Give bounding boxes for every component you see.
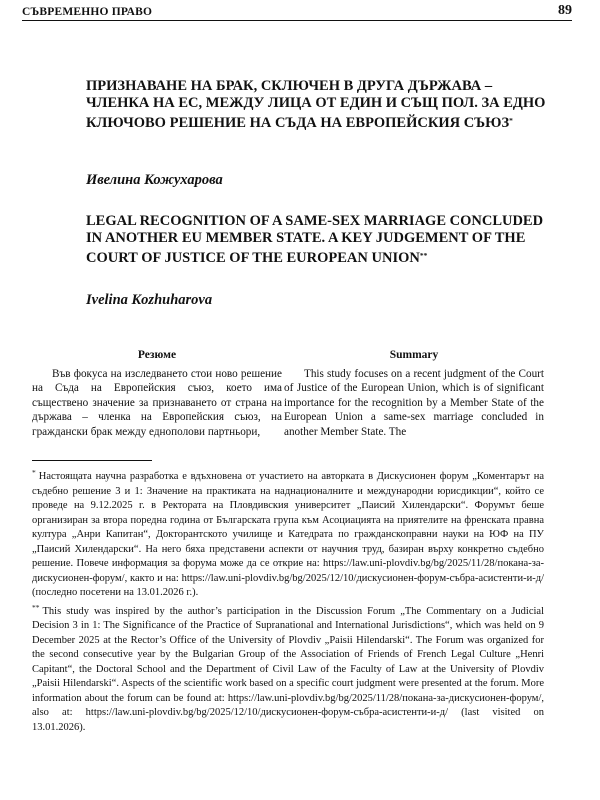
footnote-1 [32, 466, 544, 601]
article-title-bg-text: ПРИЗНАВАНЕ НА БРАК, СКЛЮЧЕН В ДРУГА ДЪРЖАВА – ЧЛЕНКА НА ЕС, МЕЖДУ ЛИЦА ОТ ЕДИН И СЪЩ ПОЛ. ЗА ЕДНО КЛЮЧОВО РЕШЕНИЕ НА СЪДА НА ЕВРОПЕЙСКИЯ СЪЮЗ [86, 78, 546, 131]
author-name-bg: Ивелина Кожухарова [86, 172, 223, 188]
footnote-separator [32, 460, 152, 461]
page-number: 89 [558, 3, 572, 18]
article-title-en [86, 213, 546, 267]
journal-name: СЪВРЕМЕННО ПРАВО [22, 6, 153, 18]
abstract-bg-heading: Резюме [137, 349, 177, 361]
footnote-1-mark: * [32, 468, 36, 477]
abstract-bg [32, 348, 282, 439]
summary-en-heading: Summary [389, 349, 439, 361]
footnote-mark-bg: * [509, 116, 513, 125]
summary-en [284, 348, 544, 439]
footnote-2-mark: ** [32, 602, 40, 612]
footnotes [32, 466, 544, 735]
footnote-mark-en: ** [419, 251, 428, 260]
running-header [22, 2, 572, 21]
author-name-en: Ivelina Kozhuharova [86, 292, 213, 308]
footnote-2-text: This study was inspired by the author’s participation in the Discussion Forum „The Commentary on a Judicial Decision 3 in 1: The Significance of the Practice of Supranational and International Jurisdictions“, which was held on 9 December 2025 at the Rector’s Office of the University of Plovdiv „Paisii Hilendarski“. The Forum was organized for the second consecutive year by the Bulgarian Group of the Association of Friends of French Legal Culture „Henri Capitant“, the Doctoral School and the Department of Civil Law of the Faculty of Law at the University of Plovdiv „Paisii Hilendarski“. Aspects of the scientific work based on a specific court judgment were presented at the forum. More information about the forum can be found at: https://law.uni-plovdiv.bg/bg/2025/11/28/покана-за-дискусионен-форум/, also at: https://law.uni-plovdiv.bg/bg/2025/12/10/дискусионен-форум-събра-асистенти-и-д/ (last visited on 13.01.2026). [32, 605, 544, 733]
footnote-1-text: Настоящата научна разработка е вдъхновена от участието на авторката в Дискусионен форум „Коментарът на съдебно решение 3 и 1: Значение на практиката на наднационалните и международни юрисдикции“, който се проведе на 9.12.2025 г. в Ректората на Пловдивския университет „Паисий Хилендарски“. Форумът беше организиран за втора поредна година от Българската група към Асоциацията на приятелите на френската правна култура „Анри Капитан“, Докторантското училище и Катедрата по гражданскоправни науки на ЮФ на ПУ „Паисий Хилендарски“. На него бяха представени аспекти от научния труд, базиран върху конкретно съдебно решение. Повече информация за форума може да се открие на: https://law.uni-plovdiv.bg/bg/2025/11/28/покана-за-дискусионен-форум/, както и на: https://law.uni-plovdiv.bg/bg/2025/12/10/дискусионен-форум-събра-асистенти-и-д/ (последно посетени на 13.01.2026 г.). [32, 471, 544, 598]
article-title-en-text: LEGAL RECOGNITION OF A SAME-SEX MARRIAGE CONCLUDED IN ANOTHER EU MEMBER STATE. A KEY JUDGEMENT OF THE COURT OF JUSTICE OF THE EUROPEAN UNION [86, 213, 544, 266]
summary-en-text: This study focuses on a recent judgment of the Court of Justice of the European Union, which is of significant importance for the recognition by a Member State of the European Union a same-sex marriage concluded in another Member State. The [284, 367, 544, 438]
footnote-2 [32, 601, 544, 736]
article-title-bg [86, 78, 546, 132]
abstract-bg-text: Във фокуса на изследването стои ново решение на Съда на Европейския съюз, което има съществено значение за признаването от страна на държава – членка на Европейския съюз, на граждански брак между еднополови партньори, [32, 367, 282, 438]
